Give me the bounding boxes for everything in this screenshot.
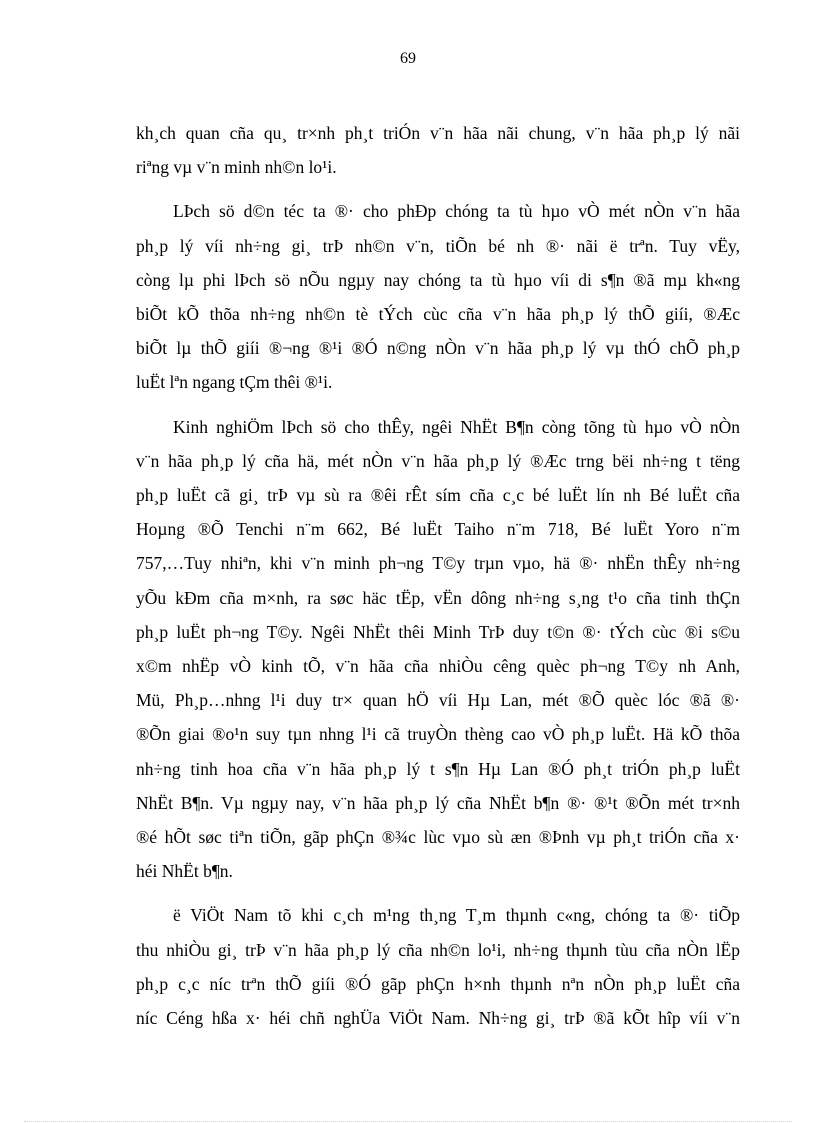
text-line: yÕu kÐm cña m×nh, ra søc häc tËp, vËn dông nh÷ng s¸ng t¹o cña tinh thÇn bbox=[136, 587, 740, 608]
text-line: LÞch sö d©n téc ta ®· cho phÐp chóng ta tù hµo vÒ mét nÒn v¨n hãa bbox=[173, 201, 740, 222]
text-line: riªng vµ v¨n minh nh©n lo¹i. bbox=[136, 157, 337, 178]
text-line: héi NhËt b¶n. bbox=[136, 861, 233, 882]
text-line: luËt lªn ngang tÇm thêi ®¹i. bbox=[136, 372, 333, 393]
text-line: ph¸p c¸c níc trªn thÕ giíi ®Ó gãp phÇn h×nh thµnh nªn nÒn ph¸p luËt cña bbox=[136, 973, 740, 994]
text-line: Mü, Ph¸p…nhng l¹i duy tr× quan hÖ víi Hµ Lan, mét ®Õ quèc lóc ®ã ®· bbox=[136, 690, 740, 711]
text-line: biÕt lµ thÕ giíi ®¬ng ®¹i ®Ó n©ng nÒn v¨n hãa ph¸p lý vµ thÓ chÕ ph¸p bbox=[136, 338, 740, 359]
text-line: ë ViÖt Nam tõ khi c¸ch m¹ng th¸ng T¸m thµnh c«ng, chóng ta ®· tiÕp bbox=[173, 905, 740, 926]
text-line: còng lµ phi lÞch sö nÕu ngµy nay chóng ta tù hµo víi di s¶n ®ã mµ kh«ng bbox=[136, 269, 740, 290]
text-line: ph¸p lý víi nh÷ng gi¸ trÞ nh©n v¨n, tiÕn bé nh ®· nãi ë trªn. Tuy vËy, bbox=[136, 235, 740, 256]
text-line: ®é hÕt søc tiªn tiÕn, gãp phÇn ®¾c lùc vµo sù æn ®Þnh vµ ph¸t triÓn cña x· bbox=[136, 827, 740, 848]
text-line: thu nhiÒu gi¸ trÞ v¨n hãa ph¸p lý cña nh©n lo¹i, nh÷ng thµnh tùu cña nÒn lËp bbox=[136, 939, 740, 960]
text-line: ®Õn giai ®o¹n suy tµn nhng l¹i cã truyÒn thèng cao vÒ ph¸p luËt. Hä kÕ thõa bbox=[136, 724, 740, 745]
page-bottom-rule bbox=[24, 1121, 792, 1122]
text-line: v¨n hãa ph¸p lý cña hä, mét nÒn v¨n hãa ph¸p lý ®Æc trng bëi nh÷ng t tëng bbox=[136, 450, 740, 471]
paragraph-4 bbox=[136, 898, 740, 1035]
text-line: níc Céng hßa x· héi chñ nghÜa ViÖt Nam. Nh÷ng gi¸ trÞ ®ã kÕt hîp víi v¨n bbox=[136, 1008, 740, 1029]
text-line: NhËt B¶n. Vµ ngµy nay, v¨n hãa ph¸p lý cña NhËt b¶n ®· ®¹t ®Õn mét tr×nh bbox=[136, 792, 740, 813]
text-line: nh÷ng tinh hoa cña v¨n hãa ph¸p lý t s¶n Hµ Lan ®Ó ph¸t triÓn ph¸p luËt bbox=[136, 758, 740, 779]
text-line: Kinh nghiÖm lÞch sö cho thÊy, ngêi NhËt B¶n còng tõng tù hµo vÒ nÒn bbox=[173, 416, 740, 437]
paragraph-2 bbox=[136, 194, 740, 399]
paragraph-3 bbox=[136, 410, 740, 889]
text-line: x©m nhËp vÒ kinh tÕ, v¨n hãa cña nhiÒu cêng quèc ph¬ng T©y nh Anh, bbox=[136, 656, 740, 677]
text-line: kh¸ch quan cña qu¸ tr×nh ph¸t triÓn v¨n hãa nãi chung, v¨n hãa ph¸p lý nãi bbox=[136, 123, 740, 143]
text-line: biÕt kÕ thõa nh÷ng nh©n tè tÝch cùc cña v¨n hãa ph¸p lý thÕ giíi, ®Æc bbox=[136, 304, 740, 325]
page-number: 69 bbox=[400, 50, 416, 67]
text-line: Hoµng ®Õ Tenchi n¨m 662, Bé luËt Taiho n¨m 718, Bé luËt Yoro n¨m bbox=[136, 519, 740, 540]
paragraph-1 bbox=[136, 116, 740, 184]
text-line: ph¸p luËt cã gi¸ trÞ vµ sù ra ®êi rÊt sím cña c¸c bé luËt lín nh Bé luËt cña bbox=[136, 485, 740, 506]
text-line: 757,…Tuy nhiªn, khi v¨n minh ph¬ng T©y trµn vµo, hä ®· nhËn thÊy nh÷ng bbox=[136, 553, 740, 574]
text-line: ph¸p luËt ph¬ng T©y. Ngêi NhËt thêi Minh TrÞ duy t©n ®· tÝch cùc ®i s©u bbox=[136, 621, 740, 642]
body-text bbox=[136, 116, 740, 1045]
